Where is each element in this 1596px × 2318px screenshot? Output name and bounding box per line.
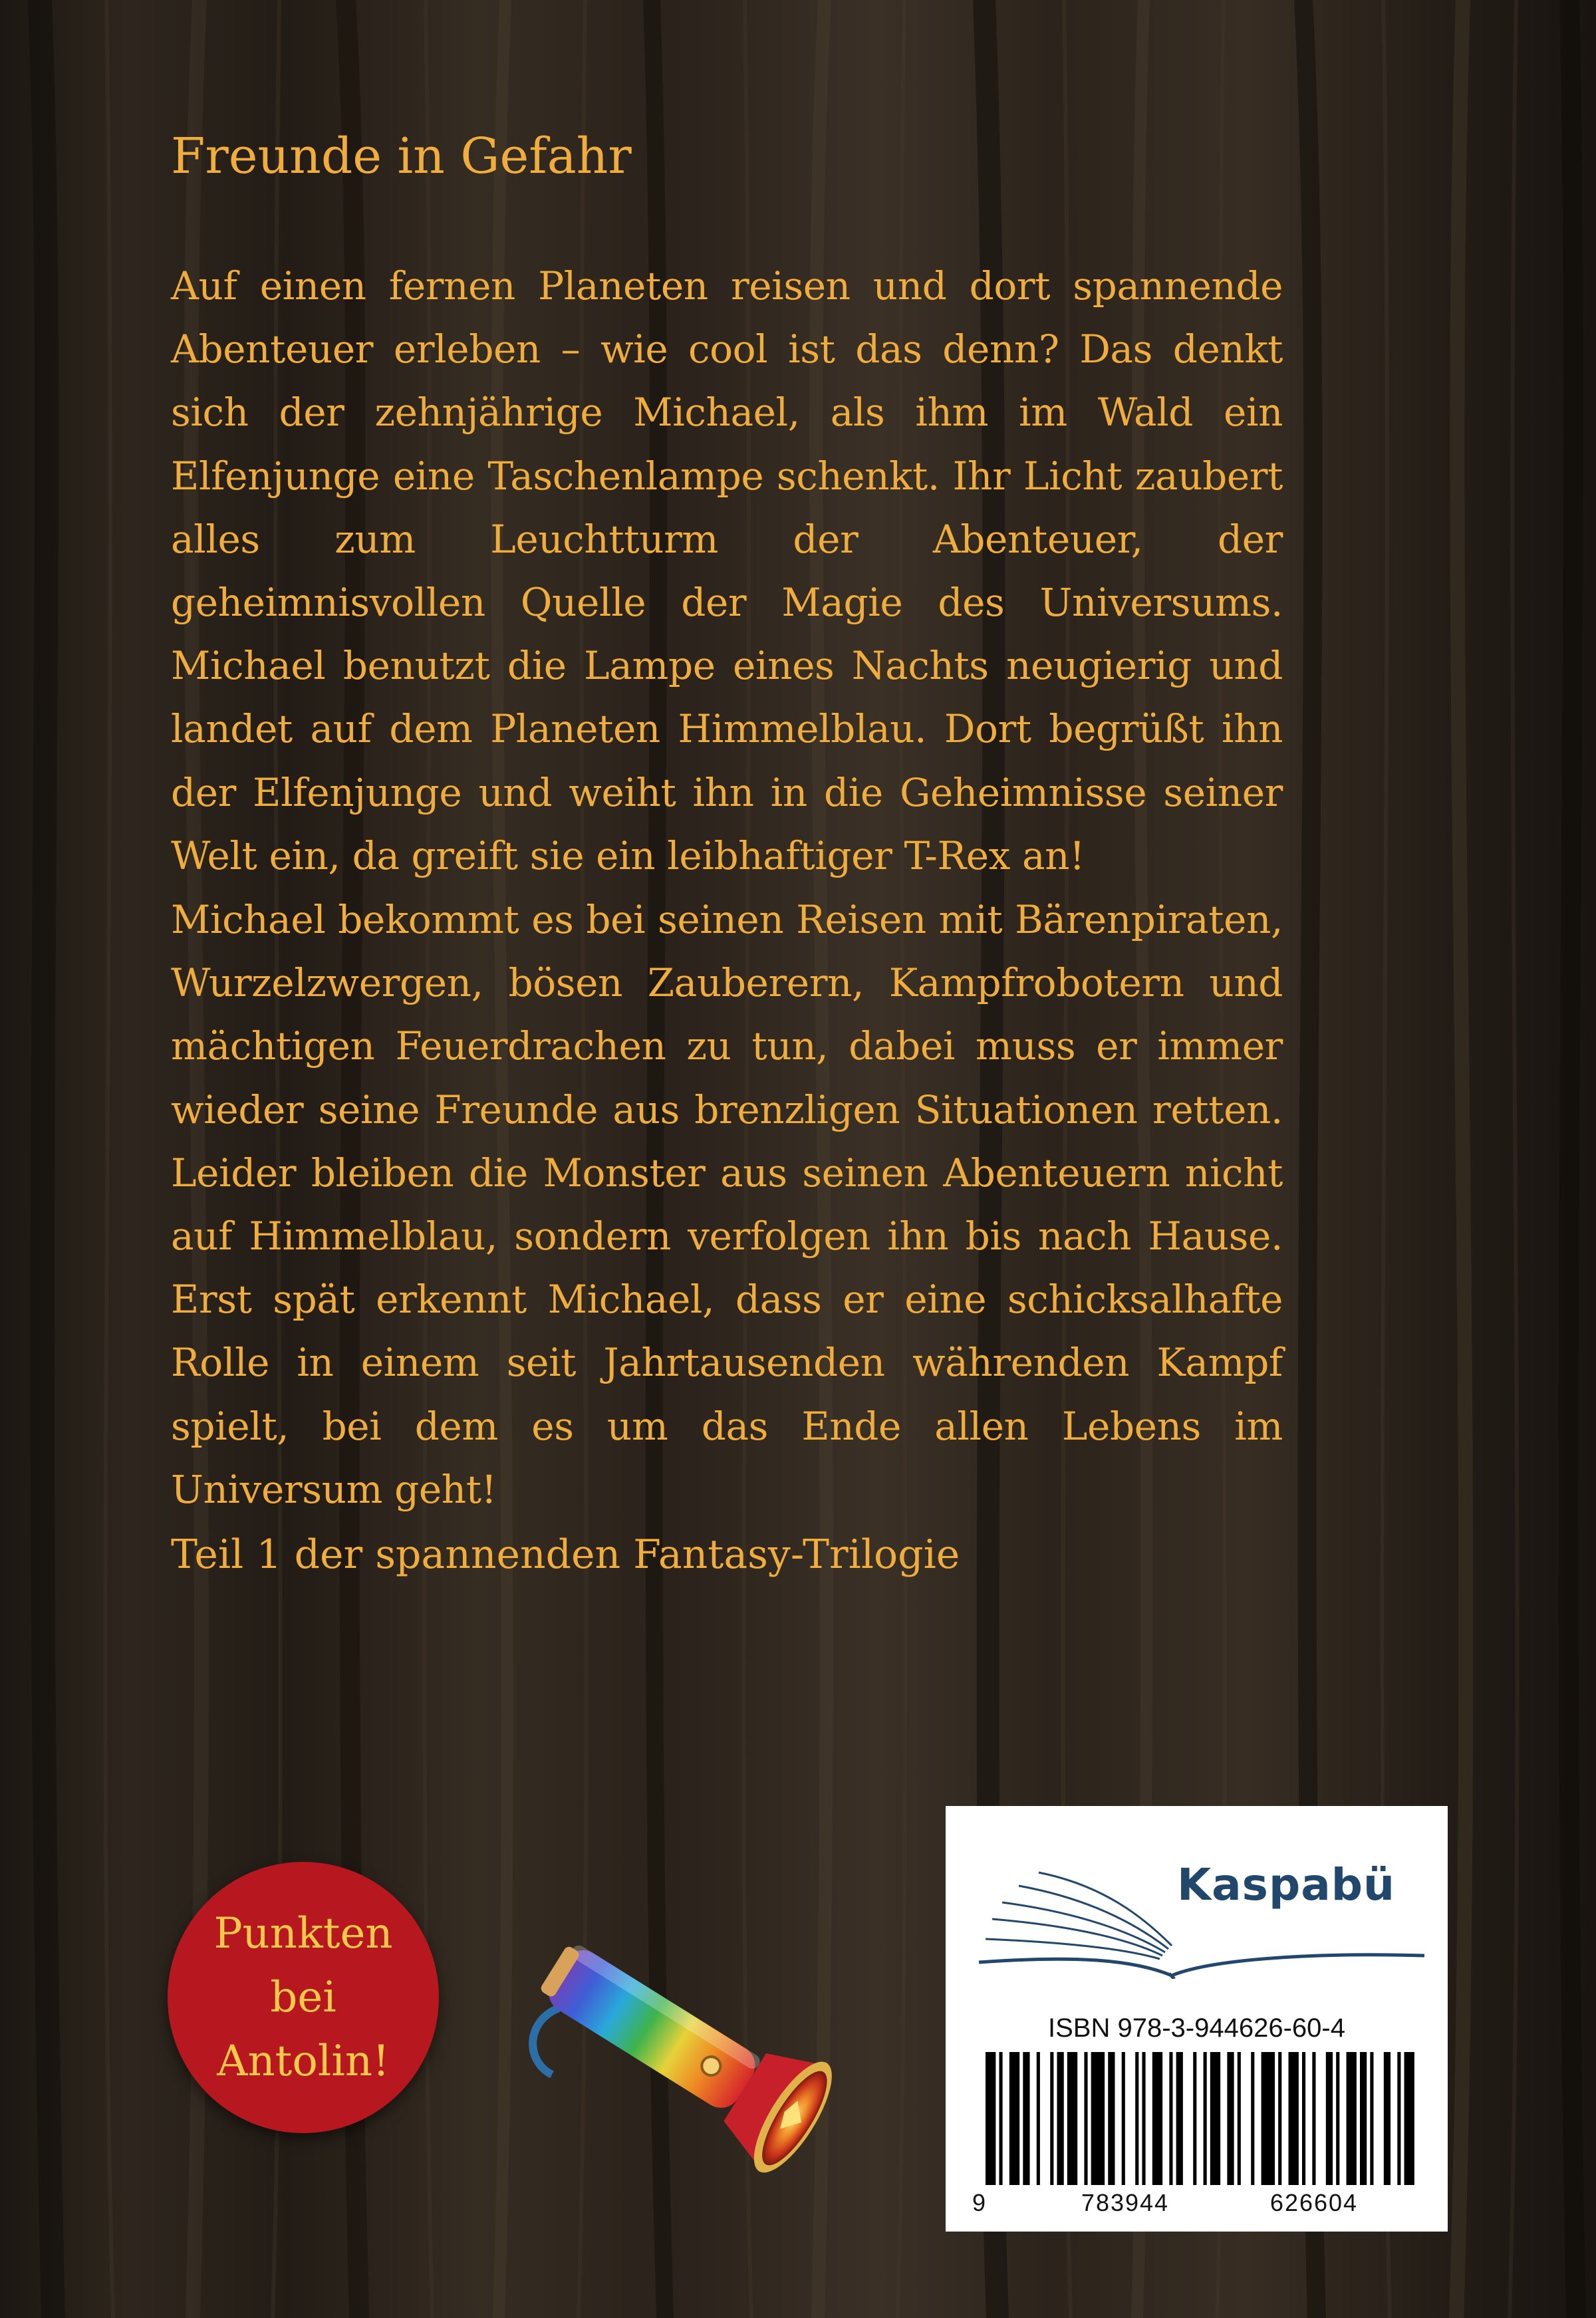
barcode-bar [1384, 2052, 1391, 2185]
barcode-bar [1067, 2052, 1077, 2185]
blurb-title: Freunde in Gefahr [171, 128, 632, 185]
flashlight-icon [512, 1908, 884, 2201]
barcode-bar [1360, 2052, 1367, 2185]
barcode-bar [1336, 2052, 1339, 2185]
antolin-badge-text [190, 1902, 416, 2093]
barcode-bar [1370, 2052, 1373, 2185]
barcode-bar [1204, 2052, 1207, 2185]
barcode-bar [1057, 2052, 1063, 2185]
badge-line-1: Punkten [213, 1909, 393, 1958]
badge-line-3: Antolin! [217, 2037, 390, 2086]
barcode-bar [1009, 2052, 1019, 2185]
barcode [986, 2052, 1418, 2185]
barcode-bar [1037, 2052, 1040, 2185]
barcode-bar [1210, 2052, 1220, 2185]
barcode-bar [1312, 2052, 1315, 2185]
barcode-bar [1262, 2052, 1275, 2185]
barcode-bar [1193, 2052, 1196, 2185]
barcode-bar [1169, 2052, 1172, 2185]
barcode-bar [999, 2052, 1002, 2185]
barcode-right-digits: 626604 [1269, 2189, 1359, 2216]
barcode-bar [1238, 2052, 1241, 2185]
barcode-bar [1302, 2052, 1305, 2185]
barcode-bar [1122, 2052, 1125, 2185]
barcode-bar [1404, 2052, 1414, 2185]
blurb-paragraph-1: Auf einen fernen Planeten reisen und dort spannende Abenteuer erleben – wie cool ist das denn? Das denkt sich der zehnjährige Michael, als ihm im Wald ein Elfenjunge eine Taschenlampe schenkt. Ihr Licht zaubert alles zum Leuchtturm der Abenteuer, der geheimnisvollen Quelle der Magie des Universums. Michael benutzt die Lampe eines Nachts neugierig und landet auf dem Planeten Himmelblau. Dort begrüßt ihn der Elfenjunge und weiht ihn in die Geheimnisse seiner Welt ein, da greift sie ein leibhaftiger T-Rex an! [171, 263, 1283, 878]
barcode-bar [986, 2052, 996, 2185]
isbn-label [946, 1806, 1448, 2232]
barcode-bar [1108, 2052, 1115, 2185]
antolin-badge [168, 1862, 439, 2133]
barcode-bar [1397, 2052, 1400, 2185]
publisher-name: Kaspabü [1177, 1859, 1395, 1910]
isbn-text: ISBN 978-3-944626-60-4 [1048, 2013, 1345, 2043]
tagline: Teil 1 der spannenden Fantasy-Trilogie [171, 1531, 960, 1578]
badge-line-2: bei [270, 1973, 336, 2022]
barcode-bar [1289, 2052, 1299, 2185]
barcode-bar [1084, 2052, 1087, 2185]
barcode-bar [1347, 2052, 1357, 2185]
barcode-bar [1152, 2052, 1162, 2185]
barcode-bar [1142, 2052, 1145, 2185]
blurb-paragraph-2: Michael bekommt es bei seinen Reisen mit Bärenpiraten, Wurzelzwergen, bösen Zauberern, Kampfrobotern und mächtigen Feuerdrachen zu tun, dabei muss er immer wieder seine Freunde aus brenzligen Situationen retten. Leider bleiben die Monster aus seinen Abenteuern nicht auf Himmelblau, sondern verfolgen ihn bis nach Hause. Erst spät erkennt Michael, dass er eine schicksalhafte Rolle in einem seit Jahrtausenden währenden Kampf spielt, bei dem es um das Ende allen Lebens im Universum geht! [171, 897, 1283, 1512]
barcode-bar [1326, 2052, 1333, 2185]
barcode-bar [1227, 2052, 1234, 2185]
barcode-bar [1023, 2052, 1029, 2185]
barcode-bar [1278, 2052, 1281, 2185]
barcode-bar [1176, 2052, 1183, 2185]
barcode-left-digits: 783944 [1081, 2189, 1170, 2216]
barcode-bar [1135, 2052, 1138, 2185]
barcode-bar [1251, 2052, 1254, 2185]
barcode-bar [1091, 2052, 1105, 2185]
barcode-first-digit: 9 [972, 2189, 986, 2216]
barcode-bar [1050, 2052, 1053, 2185]
